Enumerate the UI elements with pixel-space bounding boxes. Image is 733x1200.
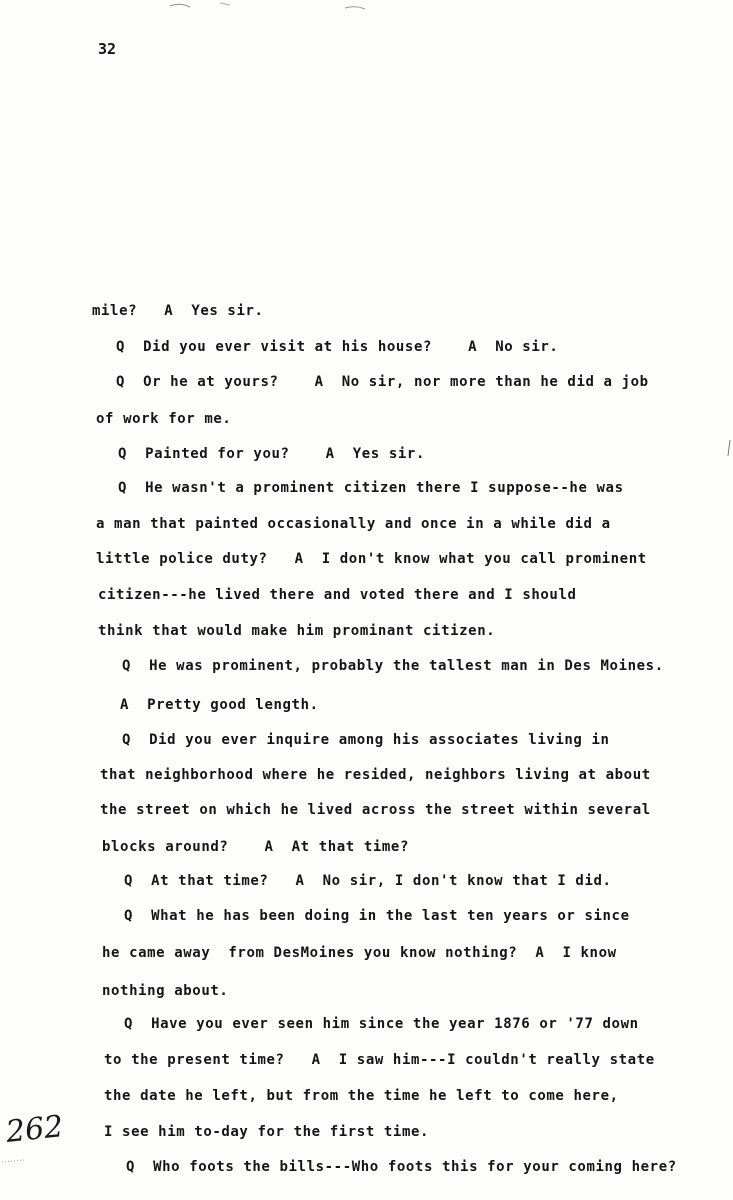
transcript-line: mile? A Yes sir. — [92, 303, 264, 319]
transcript-line: Q At that time? A No sir, I don't know that I did. — [124, 873, 612, 889]
transcript-line: Q Painted for you? A Yes sir. — [118, 446, 425, 462]
transcript-line: that neighborhood where he resided, neighbors living at about — [100, 767, 651, 783]
transcript-line: Q Did you ever inquire among his associates living in — [122, 732, 610, 748]
transcript-line: I see him to-day for the first time. — [104, 1124, 430, 1140]
bottom-edge-dots — [0, 1150, 50, 1170]
transcript-line: think that would make him prominant citizen. — [98, 623, 496, 639]
transcript-line: little police duty? A I don't know what you call prominent — [96, 551, 647, 567]
transcript-line: a man that painted occasionally and once in a while did a — [96, 516, 611, 532]
transcript-line: of work for me. — [96, 411, 232, 427]
transcript-line: the date he left, but from the time he left to come here, — [104, 1088, 619, 1104]
transcript-line: Q What he has been doing in the last ten years or since — [124, 908, 630, 924]
handwritten-margin-note: 262 — [4, 1109, 65, 1150]
transcript-line: to the present time? A I saw him---I couldn't really state — [104, 1052, 655, 1068]
edge-mark — [726, 438, 732, 458]
transcript-line: citizen---he lived there and voted there and I should — [98, 587, 577, 603]
transcript-line: A Pretty good length. — [120, 697, 319, 713]
transcript-line: Q Or he at yours? A No sir, nor more than he did a job — [116, 374, 649, 390]
transcript-line: Q He wasn't a prominent citizen there I suppose--he was — [118, 480, 624, 496]
transcript-line: Q Did you ever visit at his house? A No sir. — [116, 339, 559, 355]
transcript-line: blocks around? A At that time? — [102, 839, 409, 855]
transcript-line: nothing about. — [102, 983, 229, 999]
transcript-line: Q Have you ever seen him since the year 1876 or '77 down — [124, 1016, 639, 1032]
transcript-line: he came away from DesMoines you know nothing? A I know — [102, 945, 617, 961]
transcript-line: Q Who foots the bills---Who foots this for your coming here? — [126, 1159, 677, 1175]
top-edge-marks — [160, 0, 380, 14]
page-number: 32 — [98, 40, 117, 58]
transcript-line: the street on which he lived across the street within several — [100, 802, 651, 818]
transcript-line: Q He was prominent, probably the tallest man in Des Moines. — [122, 658, 664, 674]
